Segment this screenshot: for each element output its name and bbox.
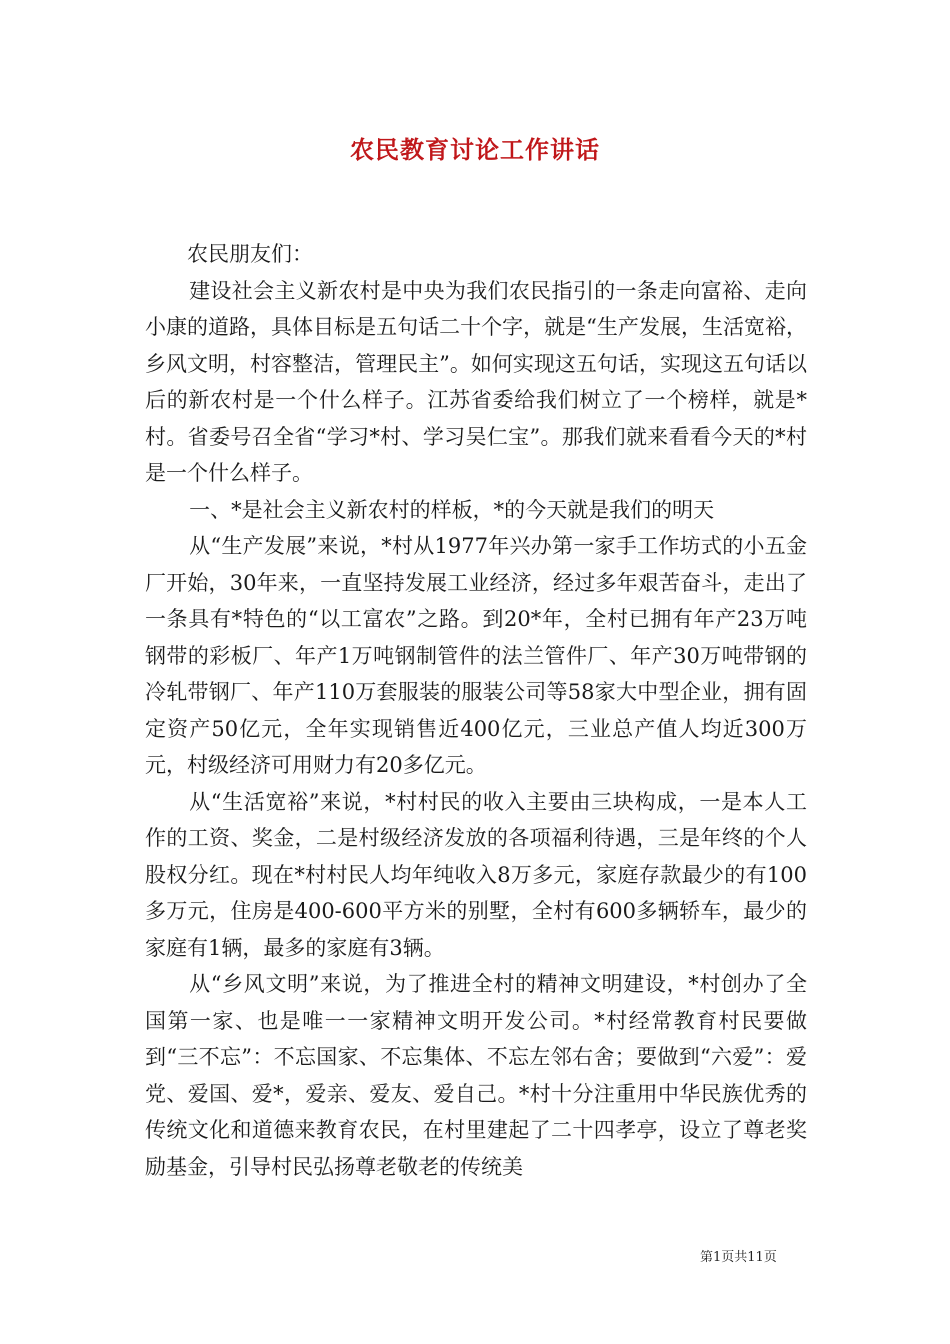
salutation: 农民朋友们： — [187, 242, 313, 266]
paragraph-intro: 建设社会主义新农村是中央为我们农民指引的一条走向富裕、走向小康的道路，具体目标是五句话二十个字，就是“生产发展，生活宽裕，乡风文明，村容整洁，管理民主”。如何实现这五句话，实现这五句话以后的新农村是一个什么样子。江苏省委给我们树立了一个榜样，就是*村。省委号召全省“学习*村、学习吴仁宝”。那我们就来看看今天的*村是一个什么样子。 — [145, 278, 807, 485]
paragraph-production: 从“生产发展”来说，*村从1977年兴办第一家手工作坊式的小五金厂开始，30年来，一直坚持发展工业经济，经过多年艰苦奋斗，走出了一条具有*特色的“以工富农”之路。到20*年，全村已拥有年产23万吨钢带的彩板厂、年产1万吨钢制管件的法兰管件厂、年产30万吨带钢的冷轧带钢厂、年产110万套服装的服装公司等58家大中型企业，拥有固定资产50亿元，全年实现销售近400亿元，三业总产值人均近300万元，村级经济可用财力有20多亿元。 — [145, 534, 807, 777]
document-body — [145, 236, 807, 1185]
page-number-footer: 第1页共11页 — [700, 1250, 777, 1265]
paragraph-livelihood: 从“生活宽裕”来说，*村村民的收入主要由三块构成，一是本人工作的工资、奖金，二是村级经济发放的各项福利待遇，三是年终的个人股权分红。现在*村村民人均年纯收入8万多元，家庭存款最少的有100多万元，住房是400-600平方米的别墅，全村有600多辆轿车，最少的家庭有1辆，最多的家庭有3辆。 — [145, 789, 807, 960]
document-title: 农民教育讨论工作讲话 — [350, 135, 600, 164]
section-heading: 一、*是社会主义新农村的样板，*的今天就是我们的明天 — [189, 497, 715, 522]
paragraph-civilization: 从“乡风文明”来说，为了推进全村的精神文明建设，*村创办了全国第一家、也是唯一一家精神文明开发公司。*村经常教育村民要做到“三不忘”：不忘国家、不忘集体、不忘左邻右舍；要做到“六爱”：爱党、爱国、爱*，爱亲、爱友、爱自己。*村十分注重用中华民族优秀的传统文化和道德来教育农民，在村里建起了二十四孝亭，设立了尊老奖励基金，引导村民弘扬尊老敬老的传统美 — [145, 972, 807, 1179]
